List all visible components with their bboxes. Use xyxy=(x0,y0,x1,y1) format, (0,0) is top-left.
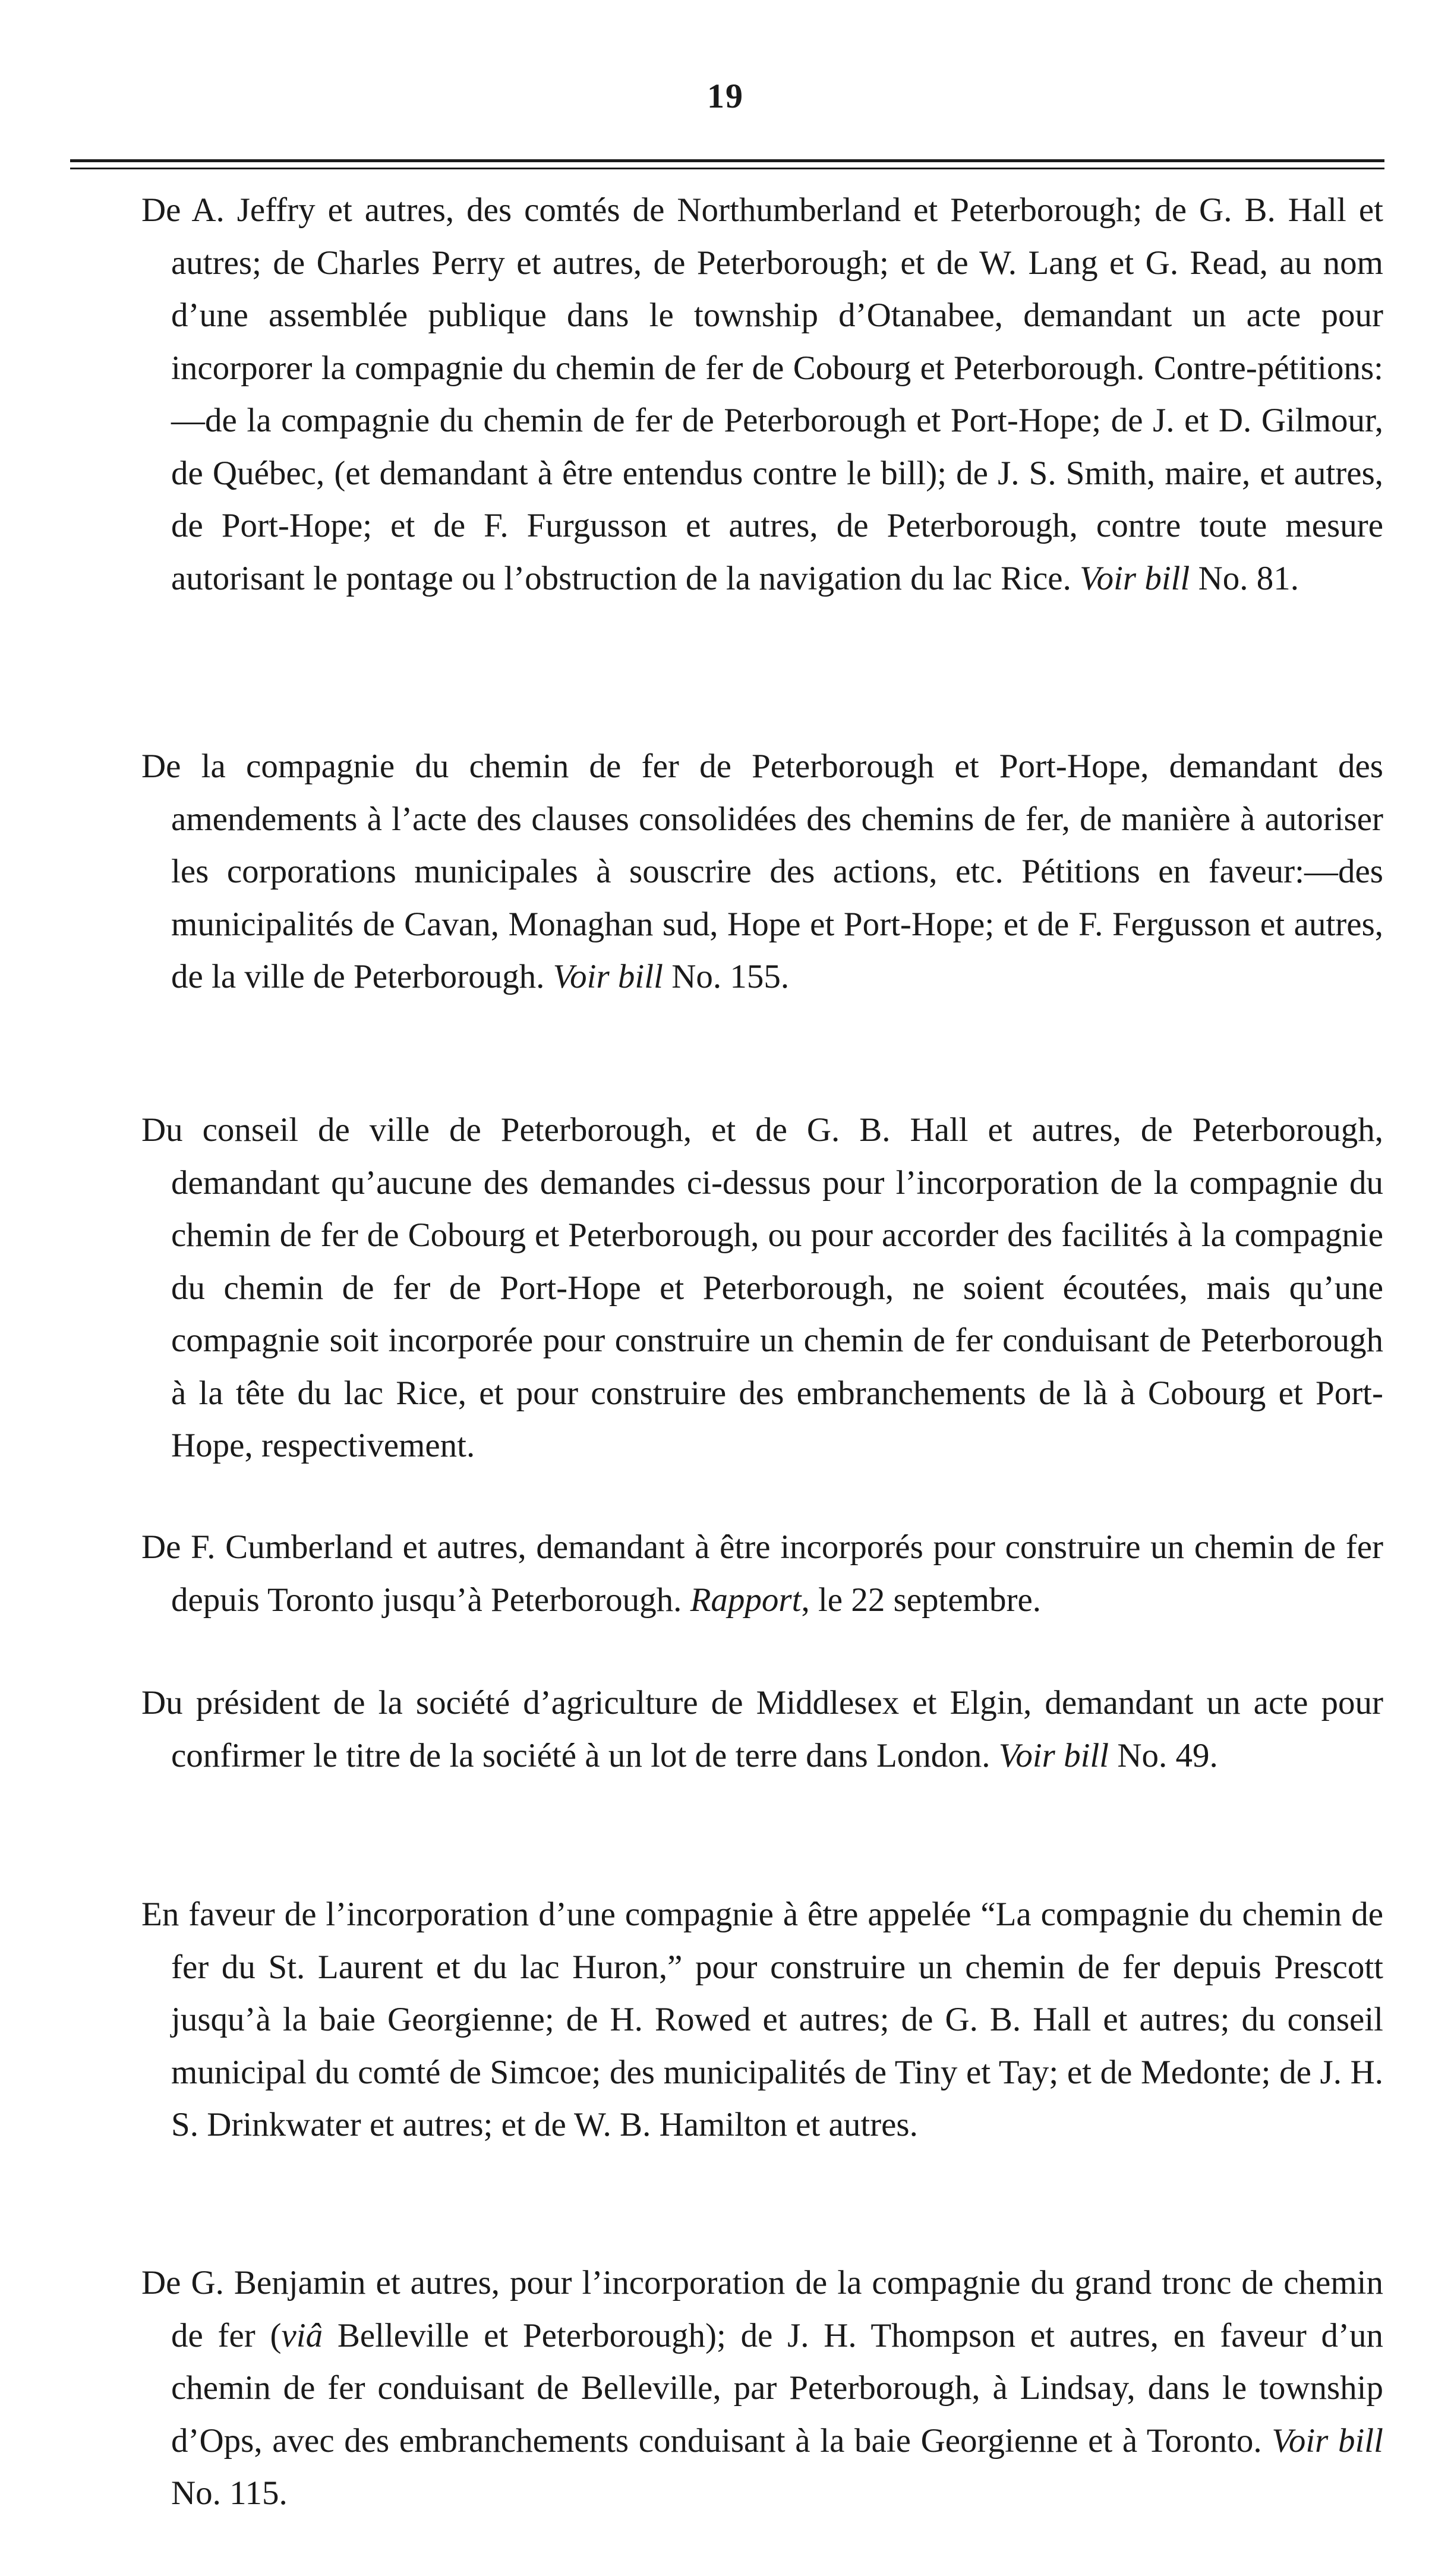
entry-reference: Voir bill xyxy=(553,958,663,995)
petition-entry-1 xyxy=(141,184,1383,605)
entry-text-continued: Belleville et Peterborough); de J. H. Thompson et autres, en faveur d’un chemin de fer conduisant de Belleville, par Peterborough, à Lindsay, dans le township d’Ops, avec des embranchements conduisant à la baie Georgienne et à Toronto. xyxy=(171,2316,1384,2460)
petition-entry-6 xyxy=(141,1888,1383,2152)
entry-text: De G. Benjamin et autres, pour l’incorporation de la compagnie du grand tronc de chemin de fer ( xyxy=(141,2264,1383,2354)
entry-via: viâ xyxy=(281,2316,323,2354)
petition-entry-5 xyxy=(141,1677,1383,1782)
entry-text: Du président de la société d’agriculture de Middlesex et Elgin, demandant un acte pour confirmer le titre de la société à un lot de terre dans London. xyxy=(141,1684,1383,1774)
petition-entry-4 xyxy=(141,1521,1383,1626)
header-rule-thin xyxy=(70,168,1384,169)
entry-reference: Voir bill xyxy=(1272,2421,1383,2460)
entry-reference-number: No. 49. xyxy=(1109,1736,1218,1774)
entry-reference: Voir bill xyxy=(998,1736,1109,1774)
petition-entry-2 xyxy=(141,740,1383,1004)
page-number: 19 xyxy=(707,77,744,115)
entry-text: En faveur de l’incorporation d’une compagnie à être appelée “La compagnie du chemin de fer du St. Laurent et du lac Huron,” pour construire un chemin de fer depuis Prescott jusqu’à la baie Georgienne; de H. Rowed et autres; de G. B. Hall et autres; du conseil municipal du comté de Simcoe; des municipalités de Tiny et Tay; et de Medonte; de J. H. S. Drinkwater et autres; et de W. B. Hamilton et autres. xyxy=(141,1896,1383,2143)
entry-text: De F. Cumberland et autres, demandant à être incorporés pour construire un chemin de fer depuis Toronto jusqu’à Peterborough. xyxy=(141,1528,1383,1619)
entry-reference-number: No. 81. xyxy=(1190,559,1299,597)
petition-entry-3 xyxy=(141,1104,1383,1473)
entry-reference-number: No. 155. xyxy=(663,958,790,995)
entry-reference-date: , le 22 septembre. xyxy=(801,1581,1042,1619)
entry-reference-number: No. 115. xyxy=(171,2474,288,2512)
entry-text: Du conseil de ville de Peterborough, et de G. B. Hall et autres, de Peterborough, demandant qu’aucune des demandes ci-dessus pour l’incorporation de la compagnie du chemin de fer de Cobourg et Peterborough, ou pour accorder des facilités à la compagnie du chemin de fer de Port-Hope et Peterborough, ne soient écoutées, mais qu’une compagnie soit incorporée pour construire un chemin de fer conduisant de Peterborough à la tête du lac Rice, et pour construire des embranchements de là à Cobourg et Port-Hope, respectivement. xyxy=(141,1111,1383,1464)
entry-text: De la compagnie du chemin de fer de Peterborough et Port-Hope, demandant des amendements à l’acte des clauses consolidées des chemins de fer, de manière à autoriser les corporations municipales à souscrire des actions, etc. Pétitions en faveur:—des municipalités de Cavan, Monaghan sud, Hope et Port-Hope; et de F. Fergusson et autres, de la ville de Peterborough. xyxy=(141,748,1383,995)
petition-entry-7 xyxy=(141,2257,1383,2520)
entry-reference: Voir bill xyxy=(1080,559,1190,597)
header-rule-thick xyxy=(70,159,1384,162)
entry-reference: Rapport xyxy=(690,1581,802,1619)
entry-text: De A. Jeffry et autres, des comtés de Northumberland et Peterborough; de G. B. Hall et autres; de Charles Perry et autres, de Peterborough; et de W. Lang et G. Read, au nom d’une assemblée publique dans le township d’Otanabee, demandant un acte pour incorporer la compagnie du chemin de fer de Cobourg et Peterborough. Contre-pétitions:—de la compagnie du chemin de fer de Peterborough et Port-Hope; de J. et D. Gilmour, de Québec, (et demandant à être entendus contre le bill); de J. S. Smith, maire, et autres, de Port-Hope; et de F. Furgusson et autres, de Peterborough, contre toute mesure autorisant le pontage ou l’obstruction de la navigation du lac Rice. xyxy=(141,191,1383,597)
